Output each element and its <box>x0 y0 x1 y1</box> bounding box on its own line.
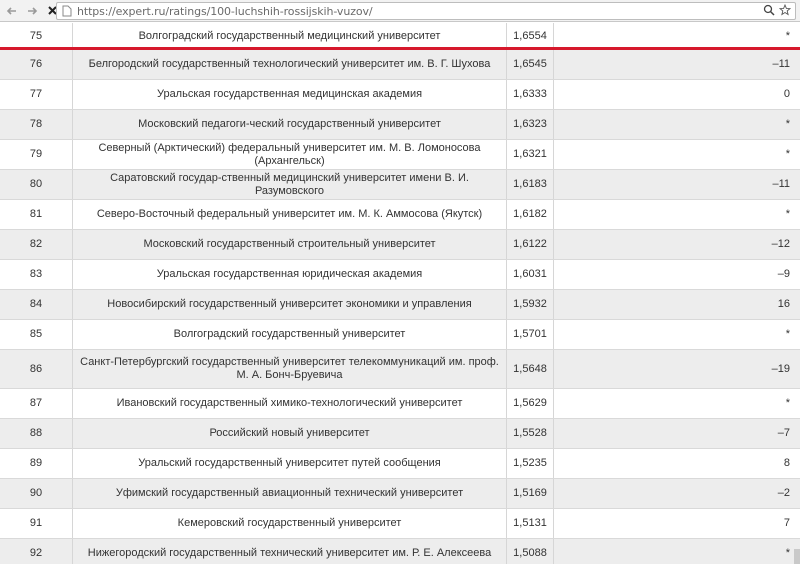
university-name-cell: Белгородский государственный технологический университет им. В. Г. Шухова <box>73 50 507 79</box>
university-name-cell: Уральская государственная юридическая академия <box>73 260 507 289</box>
change-cell: –2 <box>777 487 790 499</box>
table-row <box>0 200 800 230</box>
change-cell: * <box>785 328 790 340</box>
score-cell: 1,6545 <box>507 50 554 79</box>
table-row <box>0 290 800 320</box>
score-cell: 1,5629 <box>507 389 554 418</box>
table-row <box>0 170 800 200</box>
rank-cell: 78 <box>0 110 73 139</box>
score-cell: 1,5528 <box>507 419 554 448</box>
score-cell: 1,5131 <box>507 509 554 538</box>
university-name-cell: Уральская государственная медицинская академия <box>73 80 507 109</box>
score-cell: 1,5701 <box>507 320 554 349</box>
table-row <box>0 230 800 260</box>
university-name-cell: Кемеровский государственный университет <box>73 509 507 538</box>
table-row <box>0 140 800 170</box>
score-cell: 1,5235 <box>507 449 554 478</box>
star-icon[interactable] <box>779 4 791 20</box>
change-cell: –12 <box>771 238 790 250</box>
change-cell: –11 <box>772 58 790 70</box>
rank-cell: 88 <box>0 419 73 448</box>
rank-cell: 82 <box>0 230 73 259</box>
url-text[interactable]: https://expert.ru/ratings/100-luchshih-rossijskih-vuzov/ <box>77 4 373 18</box>
table-row <box>0 110 800 140</box>
table-row <box>0 419 800 449</box>
rank-cell: 85 <box>0 320 73 349</box>
browser-toolbar <box>0 0 800 22</box>
university-name-cell: Ивановский государственный химико-технологический университет <box>73 389 507 418</box>
university-name-cell: Северо-Восточный федеральный университет им. М. К. Аммосова (Якутск) <box>73 200 507 229</box>
university-name-cell: Нижегородский государственный технический университет им. Р. Е. Алексеева <box>73 539 507 564</box>
university-name-cell: Северный (Арктический) федеральный университет им. М. В. Ломоносова (Архангельск) <box>73 140 507 169</box>
rank-cell: 91 <box>0 509 73 538</box>
score-cell: 1,5932 <box>507 290 554 319</box>
university-name-cell: Санкт-Петербургский государственный университет телекоммуникаций им. проф. М. А. Бонч-Бруевича <box>73 350 507 388</box>
score-cell: 1,6321 <box>507 140 554 169</box>
table-row <box>0 389 800 419</box>
score-cell: 1,5169 <box>507 479 554 508</box>
rank-cell: 84 <box>0 290 73 319</box>
rank-cell: 79 <box>0 140 73 169</box>
university-name-cell: Новосибирский государственный университет экономики и управления <box>73 290 507 319</box>
rank-cell: 76 <box>0 50 73 79</box>
table-row <box>0 320 800 350</box>
change-cell: * <box>785 397 790 409</box>
university-name-cell: Российский новый университет <box>73 419 507 448</box>
table-row <box>0 509 800 539</box>
ranking-table <box>0 23 800 564</box>
score-cell: 1,6031 <box>507 260 554 289</box>
table-row <box>0 449 800 479</box>
change-cell: * <box>785 29 790 42</box>
rank-cell: 92 <box>0 539 73 564</box>
table-row <box>0 539 800 564</box>
university-name-cell: Волгоградский государственный медицинский университет <box>73 23 507 49</box>
change-cell: * <box>785 547 790 559</box>
page-icon <box>60 4 74 18</box>
header-accent-line <box>0 47 800 50</box>
rank-cell: 89 <box>0 449 73 478</box>
change-cell: –7 <box>777 427 790 439</box>
score-cell: 1,6182 <box>507 200 554 229</box>
university-name-cell: Уральский государственный университет путей сообщения <box>73 449 507 478</box>
change-cell: –9 <box>777 268 790 280</box>
table-row <box>0 479 800 509</box>
table-row <box>0 260 800 290</box>
magnifier-icon[interactable] <box>763 4 775 20</box>
score-cell: 1,5088 <box>507 539 554 564</box>
arrow-left-icon[interactable] <box>2 1 22 21</box>
change-cell: –11 <box>772 178 790 190</box>
rank-cell: 77 <box>0 80 73 109</box>
university-name-cell: Саратовский государ-ственный медицинский университет имени В. И. Разумовского <box>73 170 507 199</box>
rank-cell: 83 <box>0 260 73 289</box>
score-cell: 1,6554 <box>507 23 554 49</box>
table-row <box>0 80 800 110</box>
rank-cell: 80 <box>0 170 73 199</box>
change-cell: –19 <box>771 362 790 375</box>
table-row <box>0 23 800 50</box>
score-cell: 1,6323 <box>507 110 554 139</box>
scrollbar-thumb[interactable] <box>794 549 800 564</box>
score-cell: 1,6122 <box>507 230 554 259</box>
rank-cell: 75 <box>0 23 73 49</box>
change-cell: * <box>785 118 790 130</box>
address-bar[interactable] <box>56 2 796 20</box>
rank-cell: 87 <box>0 389 73 418</box>
university-name-cell: Волгоградский государственный университет <box>73 320 507 349</box>
university-name-cell: Московский государственный строительный университет <box>73 230 507 259</box>
score-cell: 1,5648 <box>507 350 554 388</box>
rank-cell: 81 <box>0 200 73 229</box>
change-cell: * <box>785 208 790 220</box>
university-name-cell: Уфимский государственный авиационный технический университет <box>73 479 507 508</box>
change-cell: 8 <box>783 457 790 469</box>
university-name-cell: Московский педагоги-ческий государственный университет <box>73 110 507 139</box>
change-cell: 7 <box>783 517 790 529</box>
table-row <box>0 50 800 80</box>
rank-cell: 90 <box>0 479 73 508</box>
rank-cell: 86 <box>0 350 73 388</box>
score-cell: 1,6333 <box>507 80 554 109</box>
arrow-right-icon[interactable] <box>22 1 42 21</box>
change-cell: 16 <box>777 298 790 310</box>
score-cell: 1,6183 <box>507 170 554 199</box>
change-cell: * <box>785 148 790 160</box>
table-row <box>0 350 800 389</box>
change-cell: 0 <box>783 88 790 100</box>
